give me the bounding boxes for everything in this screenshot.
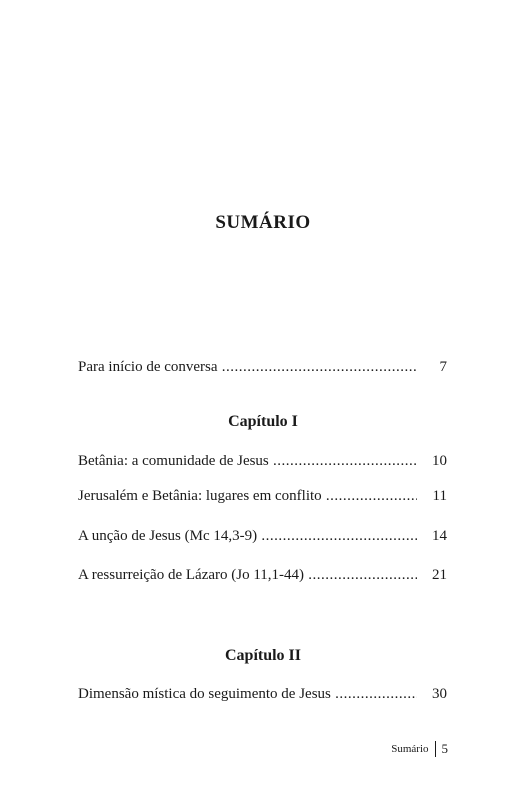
toc-entry[interactable] <box>78 528 447 550</box>
toc-entry[interactable] <box>78 567 447 589</box>
toc-entry-page: 30 <box>432 686 447 702</box>
toc-entry[interactable] <box>78 686 447 708</box>
toc-entry[interactable] <box>78 359 447 381</box>
toc-entry-title: Para início de conversa ..... <box>78 359 417 376</box>
toc-entry-title: Jerusalém e Betânia: lugares em conflito ..... <box>78 488 417 505</box>
toc-entry[interactable] <box>78 488 447 510</box>
toc-entry-title: A ressurreição de Lázaro (Jo 11,1-44) ..... <box>78 567 417 584</box>
toc-entry-page: 10 <box>432 453 447 469</box>
page-number: 5 <box>441 741 448 756</box>
toc-entry-page: 11 <box>432 488 447 504</box>
toc-entry-page: 14 <box>432 528 447 544</box>
toc-entry[interactable] <box>78 453 447 475</box>
page-footer <box>391 741 448 757</box>
toc-entry-title: A unção de Jesus (Mc 14,3-9) ..... <box>78 528 417 545</box>
page-title: SUMÁRIO <box>215 212 311 233</box>
chapter-heading: Capítulo II <box>224 647 302 664</box>
toc-entry-title: Dimensão mística do seguimento de Jesus ..... <box>78 686 417 703</box>
toc-entry-title: Betânia: a comunidade de Jesus ..... <box>78 453 417 470</box>
footer-label: Sumário <box>391 743 429 755</box>
toc-entry-page: 7 <box>439 359 447 375</box>
footer-separator <box>435 741 436 757</box>
toc-entry-page: 21 <box>432 567 447 583</box>
chapter-heading: Capítulo I <box>228 413 298 430</box>
